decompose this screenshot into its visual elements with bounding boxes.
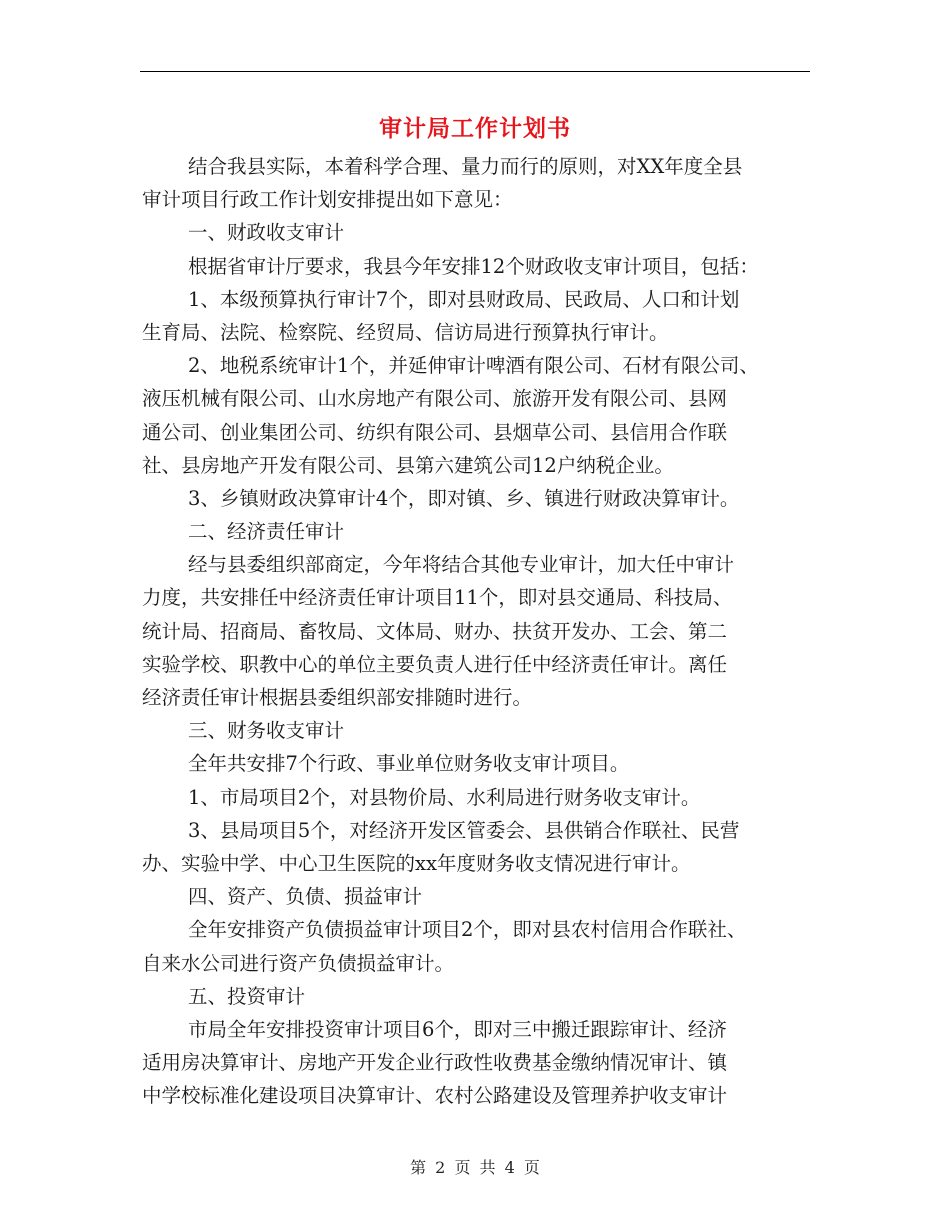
text-line: 统计局、招商局、畜牧局、文体局、财办、扶贫开发办、工会、第二 xyxy=(142,619,728,643)
text-line: 三、财务收支审计 xyxy=(188,719,345,743)
text-line: 自来水公司进行资产负债损益审计。 xyxy=(142,951,455,975)
page-footer: 第 2 页 共 4 页 xyxy=(410,1158,540,1177)
header-rule xyxy=(140,71,810,72)
document-title: 审计局工作计划书 xyxy=(379,115,571,142)
document-body xyxy=(142,150,810,1112)
text-line: 四、资产、负债、损益审计 xyxy=(188,885,423,909)
text-line: 社、县房地产开发有限公司、县第六建筑公司12户纳税企业。 xyxy=(142,453,674,477)
text-line: 审计项目行政工作计划安排提出如下意见： xyxy=(142,188,513,212)
text-line: 力度，共安排任中经济责任审计项目11个，即对县交通局、科技局、 xyxy=(142,586,733,610)
text-line: 结合我县实际，本着科学合理、量力而行的原则，对XX年度全县 xyxy=(188,155,743,178)
text-line: 一、财政收支审计 xyxy=(188,221,345,245)
text-line: 根据省审计厅要求，我县今年安排12个财政收支审计项目，包括： xyxy=(188,254,759,278)
text-line: 五、投资审计 xyxy=(188,984,306,1008)
text-line: 市局全年安排投资审计项目6个，即对三中搬迁跟踪审计、经济 xyxy=(188,1017,727,1041)
text-line: 二、经济责任审计 xyxy=(188,520,345,544)
text-line: 通公司、创业集团公司、纺织有限公司、县烟草公司、县信用合作联 xyxy=(142,420,728,444)
text-line: 经与县委组织部商定，今年将结合其他专业审计，加大任中审计 xyxy=(188,553,735,577)
text-line: 全年安排资产负债损益审计项目2个，即对县农村信用合作联社、 xyxy=(188,918,747,942)
text-line: 适用房决算审计、房地产开发企业行政性收费基金缴纳情况审计、镇 xyxy=(142,1051,728,1075)
text-line: 实验学校、职教中心的单位主要负责人进行任中经济责任审计。离任 xyxy=(142,652,728,676)
text-line: 中学校标准化建设项目决算审计、农村公路建设及管理养护收支审计 xyxy=(142,1084,728,1108)
text-line: 1、本级预算执行审计7个，即对县财政局、民政局、人口和计划 xyxy=(188,287,740,311)
text-line: 生育局、法院、检察院、经贸局、信访局进行预算执行审计。 xyxy=(142,320,669,344)
text-line: 全年共安排7个行政、事业单位财务收支审计项目。 xyxy=(188,752,630,776)
text-line: 经济责任审计根据县委组织部安排随时进行。 xyxy=(142,686,533,709)
text-line: 3、县局项目5个，对经济开发区管委会、县供销合作联社、民营 xyxy=(188,818,740,842)
text-line: 液压机械有限公司、山水房地产有限公司、旅游开发有限公司、县网 xyxy=(142,387,728,411)
text-line: 2、地税系统审计1个，并延伸审计啤酒有限公司、石材有限公司、 xyxy=(188,354,759,378)
text-line: 3、乡镇财政决算审计4个，即对镇、乡、镇进行财政决算审计。 xyxy=(188,486,740,510)
text-line: 办、实验中学、中心卫生医院的xx年度财务收支情况进行审计。 xyxy=(142,851,691,875)
text-line: 1、市局项目2个，对县物价局、水利局进行财务收支审计。 xyxy=(188,785,701,809)
